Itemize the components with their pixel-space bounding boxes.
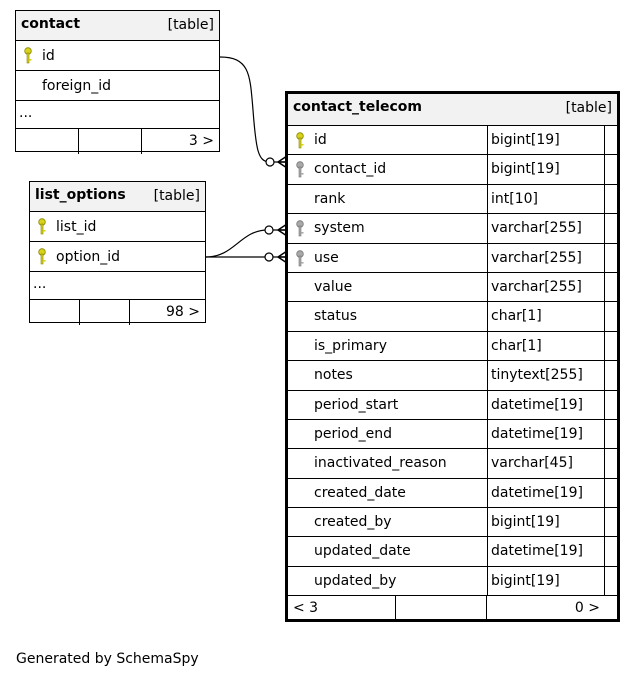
table-name: contact xyxy=(21,16,81,32)
table-tag: [table] xyxy=(167,17,214,33)
column-type: tinytext[255] xyxy=(491,367,583,384)
column-type: char[1] xyxy=(491,337,542,354)
column-type: varchar[255] xyxy=(491,249,582,266)
column-name: created_by xyxy=(314,514,392,531)
footer-right: 3 > xyxy=(188,133,214,149)
column-name: is_primary xyxy=(314,337,387,354)
footer-right: 0 > xyxy=(574,600,600,617)
edge-crowfoot xyxy=(278,224,287,236)
column-name: id xyxy=(42,48,55,64)
edge-zero-marker xyxy=(266,158,274,166)
column-name: foreign_id xyxy=(42,78,111,94)
edge-crowfoot xyxy=(278,156,287,168)
column-type: datetime[19] xyxy=(491,484,583,501)
column-name: updated_date xyxy=(314,543,411,560)
column-name: created_date xyxy=(314,484,406,501)
column-type: datetime[19] xyxy=(491,396,583,413)
edge-zero-marker xyxy=(265,253,273,261)
table-tag: [table] xyxy=(565,100,612,116)
column-name: use xyxy=(314,249,339,266)
column-name: list_id xyxy=(56,219,97,235)
table-name: contact_telecom xyxy=(293,99,423,115)
column-type: varchar[255] xyxy=(491,278,582,295)
column-name: status xyxy=(314,308,358,325)
table-tag: [table] xyxy=(153,188,200,204)
column-type: datetime[19] xyxy=(491,425,583,442)
column-name: id xyxy=(314,132,327,148)
column-name: contact_id xyxy=(314,161,387,178)
column-name: period_end xyxy=(314,425,392,442)
column-name: rank xyxy=(314,190,346,207)
footer-left: < 3 xyxy=(293,600,319,617)
column-type: bigint[19] xyxy=(491,514,560,531)
footer-right: 98 > xyxy=(166,304,200,320)
column-type: datetime[19] xyxy=(491,543,583,560)
more-columns: ... xyxy=(16,101,219,129)
column-name: value xyxy=(314,278,353,295)
column-name: inactivated_reason xyxy=(314,455,447,472)
edge-list-options-to-system xyxy=(206,230,287,257)
column-name: option_id xyxy=(56,249,121,265)
generated-by-label: Generated by SchemaSpy xyxy=(16,651,199,667)
column-name: system xyxy=(314,220,365,237)
column-name: notes xyxy=(314,367,353,384)
edge-crowfoot xyxy=(278,251,287,263)
column-type: bigint[19] xyxy=(491,132,560,148)
column-name: period_start xyxy=(314,396,399,413)
edge-contact-to-contact-telecom xyxy=(220,57,287,162)
column-name: updated_by xyxy=(314,572,397,589)
column-type: varchar[255] xyxy=(491,220,582,237)
edge-zero-marker xyxy=(265,226,273,234)
column-type: char[1] xyxy=(491,308,542,325)
column-type: bigint[19] xyxy=(491,572,560,589)
column-type: bigint[19] xyxy=(491,161,560,178)
more-columns: ... xyxy=(30,272,205,300)
column-type: int[10] xyxy=(491,190,538,207)
table-name: list_options xyxy=(35,187,126,203)
column-type: varchar[45] xyxy=(491,455,573,472)
